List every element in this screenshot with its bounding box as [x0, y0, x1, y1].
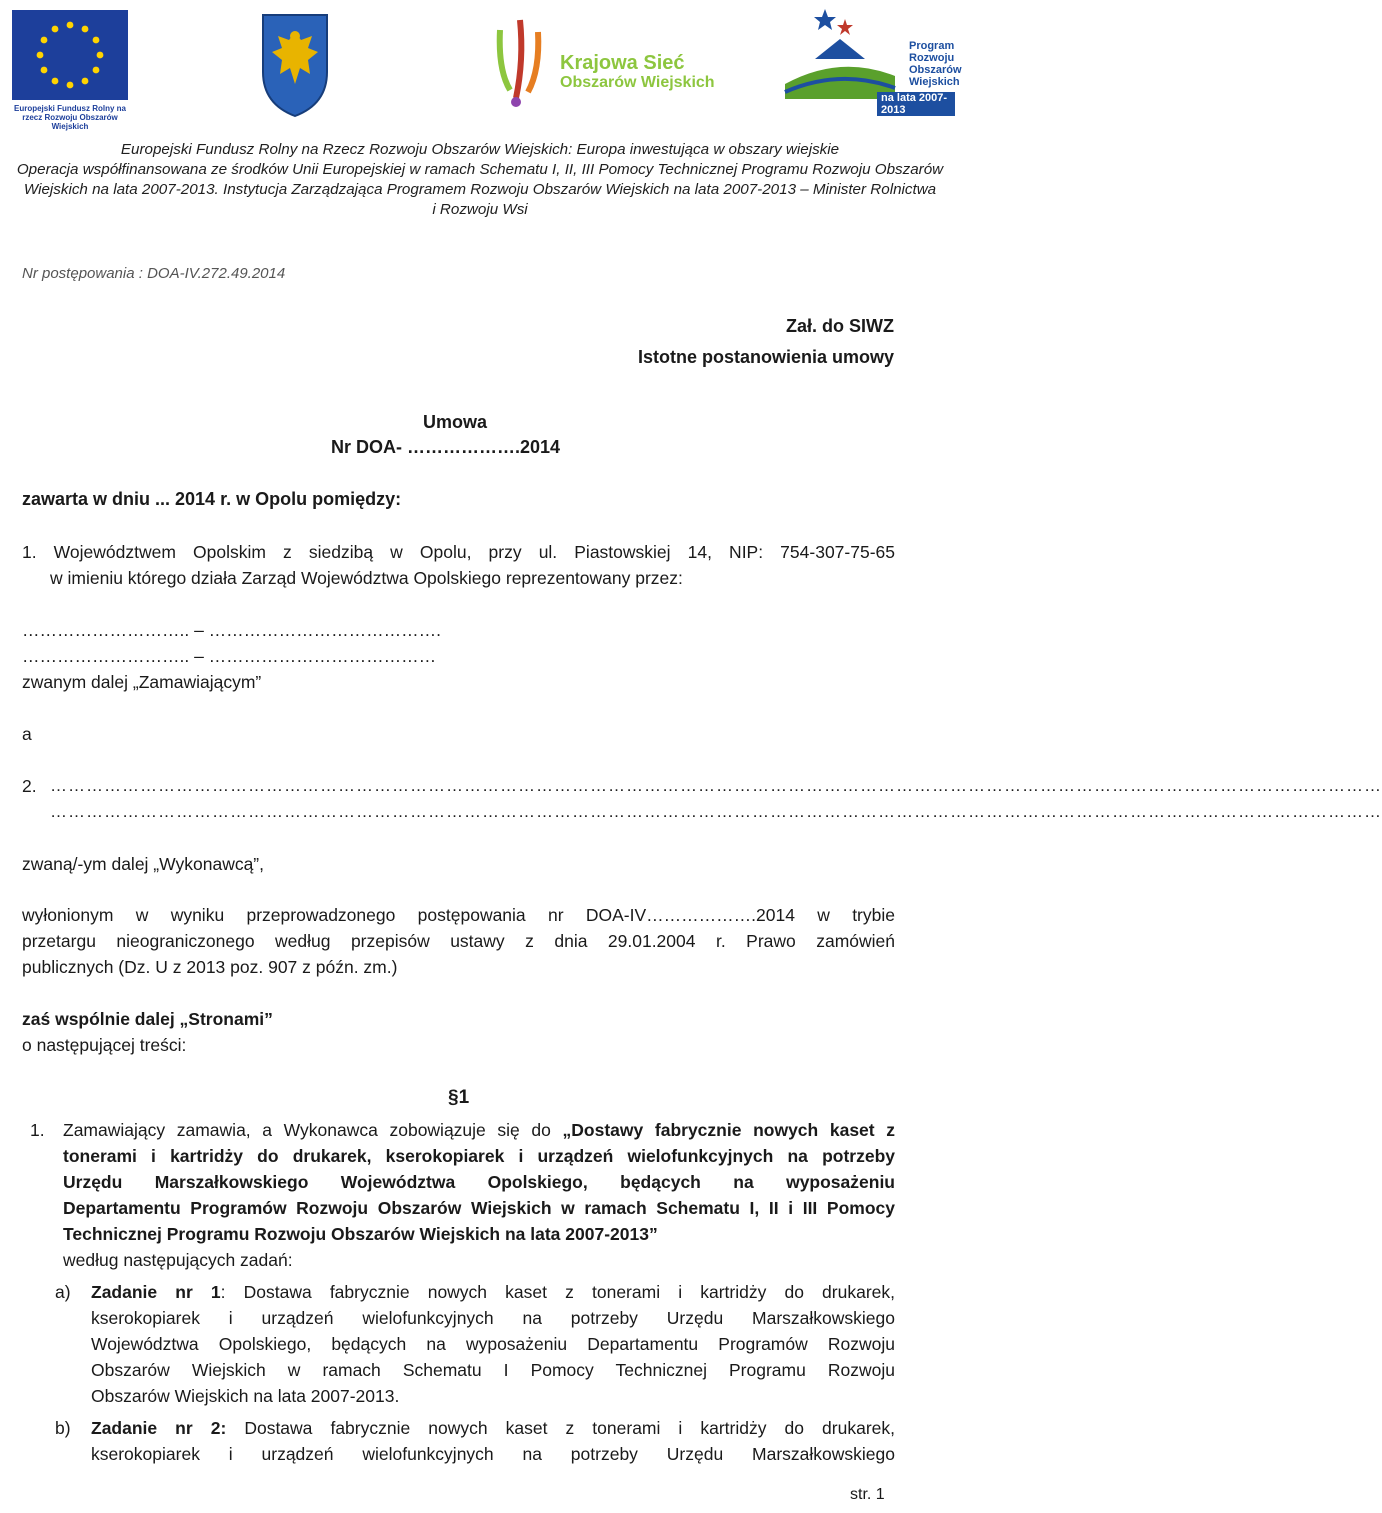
- concluded-line: zawarta w dniu ... 2014 r. w Opolu pomiędzy:: [22, 489, 402, 509]
- item-a-line-1: [91, 1282, 895, 1303]
- p1-line-3: Urzędu Marszałkowskiego Województwa Opolskiego, będących na wyposażeniu: [63, 1172, 895, 1192]
- ksow-logo: [480, 10, 730, 120]
- prow-line4: Wiejskich: [909, 76, 960, 88]
- item-a-line-1-text: : Dostawa fabrycznie nowych kaset z tonerami i kartridży do drukarek,: [220, 1282, 896, 1302]
- header-line-2: Operacja współfinansowana ze środków Unii Europejskiej w ramach Schematu I, II, III Pomocy Technicznej Programu Rozwoju Obszarów: [16, 161, 944, 178]
- item-b-title: Zadanie nr 2:: [91, 1418, 227, 1438]
- selected-line-1: wyłonionym w wyniku przeprowadzonego postępowania nr DOA-IV……………….2014 w trybie: [22, 905, 895, 925]
- page-number: str. 1: [850, 1486, 885, 1503]
- item-b-line-1-text: Dostawa fabrycznie nowych kaset z tonerami i kartridży do drukarek,: [226, 1418, 895, 1438]
- opole-coat-of-arms-logo: [260, 12, 330, 118]
- p1-line-1: [63, 1120, 895, 1141]
- representative-2: ……………………….. – …………………………………: [22, 646, 437, 666]
- item-b-line-1: [91, 1418, 895, 1439]
- prow-years: na lata 2007-2013: [877, 92, 955, 116]
- item-b-label: b): [55, 1418, 71, 1438]
- selected-line-2: przetargu nieograniczonego według przepisów ustawy z dnia 29.01.2004 r. Prawo zamówień: [22, 931, 895, 951]
- ksow-line2: Obszarów Wiejskich: [560, 74, 715, 91]
- contract-title: Umowa: [423, 412, 488, 432]
- p1-line-5: Technicznej Programu Rozwoju Obszarów Wiejskich na lata 2007-2013”: [63, 1224, 658, 1244]
- selected-line-3: publicznych (Dz. U z 2013 poz. 907 z późn. zm.): [22, 957, 398, 977]
- party2-alias: zwaną/-ym dalej „Wykonawcą”,: [22, 854, 265, 874]
- attachment-label: Zał. do SIWZ: [786, 316, 894, 336]
- attachment-subtitle: Istotne postanowienia umowy: [637, 347, 894, 367]
- section-mark: §1: [448, 1087, 470, 1108]
- content-line: o następującej treści:: [22, 1035, 187, 1055]
- item-b-line-2: kserokopiarek i urządzeń wielofunkcyjnych na potrzeby Urzędu Marszałkowskiego: [91, 1444, 895, 1464]
- party2-blank-line-2: ……………………………………………………………………………………………………………………………………………………………………………………………………: [50, 802, 1382, 821]
- representative-1: ……………………….. – ………………………………….: [22, 620, 442, 640]
- item-a-line-2: kserokopiarek i urządzeń wielofunkcyjnych na potrzeby Urzędu Marszałkowskiego: [91, 1308, 895, 1328]
- eu-flag-logo: [10, 8, 130, 131]
- p1-line-2: tonerami i kartridży do drukarek, kserokopiarek i urządzeń wielofunkcyjnych na potrzeby: [63, 1146, 895, 1166]
- prow-line1: Program: [909, 40, 955, 52]
- prow-line2: Rozwoju: [909, 52, 955, 64]
- p1-line-6: według następujących zadań:: [63, 1250, 293, 1270]
- p1-number: 1.: [30, 1120, 45, 1140]
- contract-number: Nr DOA- ……………….2014: [331, 437, 561, 457]
- item-a-line-5: Obszarów Wiejskich na lata 2007-2013.: [91, 1386, 400, 1406]
- ksow-line1: Krajowa Sieć: [560, 52, 685, 74]
- item-a-label: a): [55, 1282, 71, 1302]
- p1-line-1-bold: „Dostawy fabrycznie nowych kaset z: [562, 1120, 895, 1140]
- party1-line-1: 1. Województwem Opolskim z siedzibą w Opolu, przy ul. Piastowskiej 14, NIP: 754-307-75-65: [22, 542, 895, 562]
- eu-caption: Europejski Fundusz Rolny na rzecz Rozwoju Obszarów Wiejskich: [13, 104, 126, 131]
- item-a-line-3: Województwa Opolskiego, będących na wyposażeniu Departamentu Programów Rozwoju: [91, 1334, 895, 1354]
- p1-line-1-plain: Zamawiający zamawia, a Wykonawca zobowiązuje się do: [63, 1120, 563, 1140]
- header-line-3: Wiejskich na lata 2007-2013. Instytucja Zarządzająca Programem Rozwoju Obszarów Wiejskich na lata 2007-2013 – Minister Rolnictwa: [23, 181, 937, 198]
- prow-logo: [785, 4, 962, 116]
- party2-blank-line-1: ……………………………………………………………………………………………………………………………………………………………………………………………………: [50, 776, 1382, 795]
- p1-line-4: Departamentu Programów Rozwoju Obszarów Wiejskich w ramach Schematu I, II i III Pomocy: [63, 1198, 895, 1218]
- eagle-shield-icon: [260, 12, 330, 118]
- item-a-title: Zadanie nr 1: [91, 1282, 221, 1302]
- header-line-4: i Rozwoju Wsi: [432, 201, 528, 218]
- header-line-1: Europejski Fundusz Rolny na Rzecz Rozwoju Obszarów Wiejskich: Europa inwestująca w obszary wiejskie: [120, 141, 840, 158]
- ksow-mark-icon: [480, 10, 560, 110]
- and-conjunction: a: [22, 724, 32, 744]
- party1-alias: zwanym dalej „Zamawiającym”: [22, 672, 262, 692]
- jointly-line: zaś wspólnie dalej „Stronami”: [22, 1009, 273, 1029]
- party1-line-2: w imieniu którego działa Zarząd Województwa Opolskiego reprezentowany przez:: [50, 568, 683, 588]
- prow-line3: Obszarów: [909, 64, 962, 76]
- party2-number: 2.: [22, 776, 37, 796]
- prow-landscape-icon: [785, 4, 895, 99]
- item-a-line-4: Obszarów Wiejskich w ramach Schematu I Pomocy Technicznej Programu Rozwoju: [91, 1360, 895, 1380]
- case-number: Nr postępowania : DOA-IV.272.49.2014: [22, 265, 286, 282]
